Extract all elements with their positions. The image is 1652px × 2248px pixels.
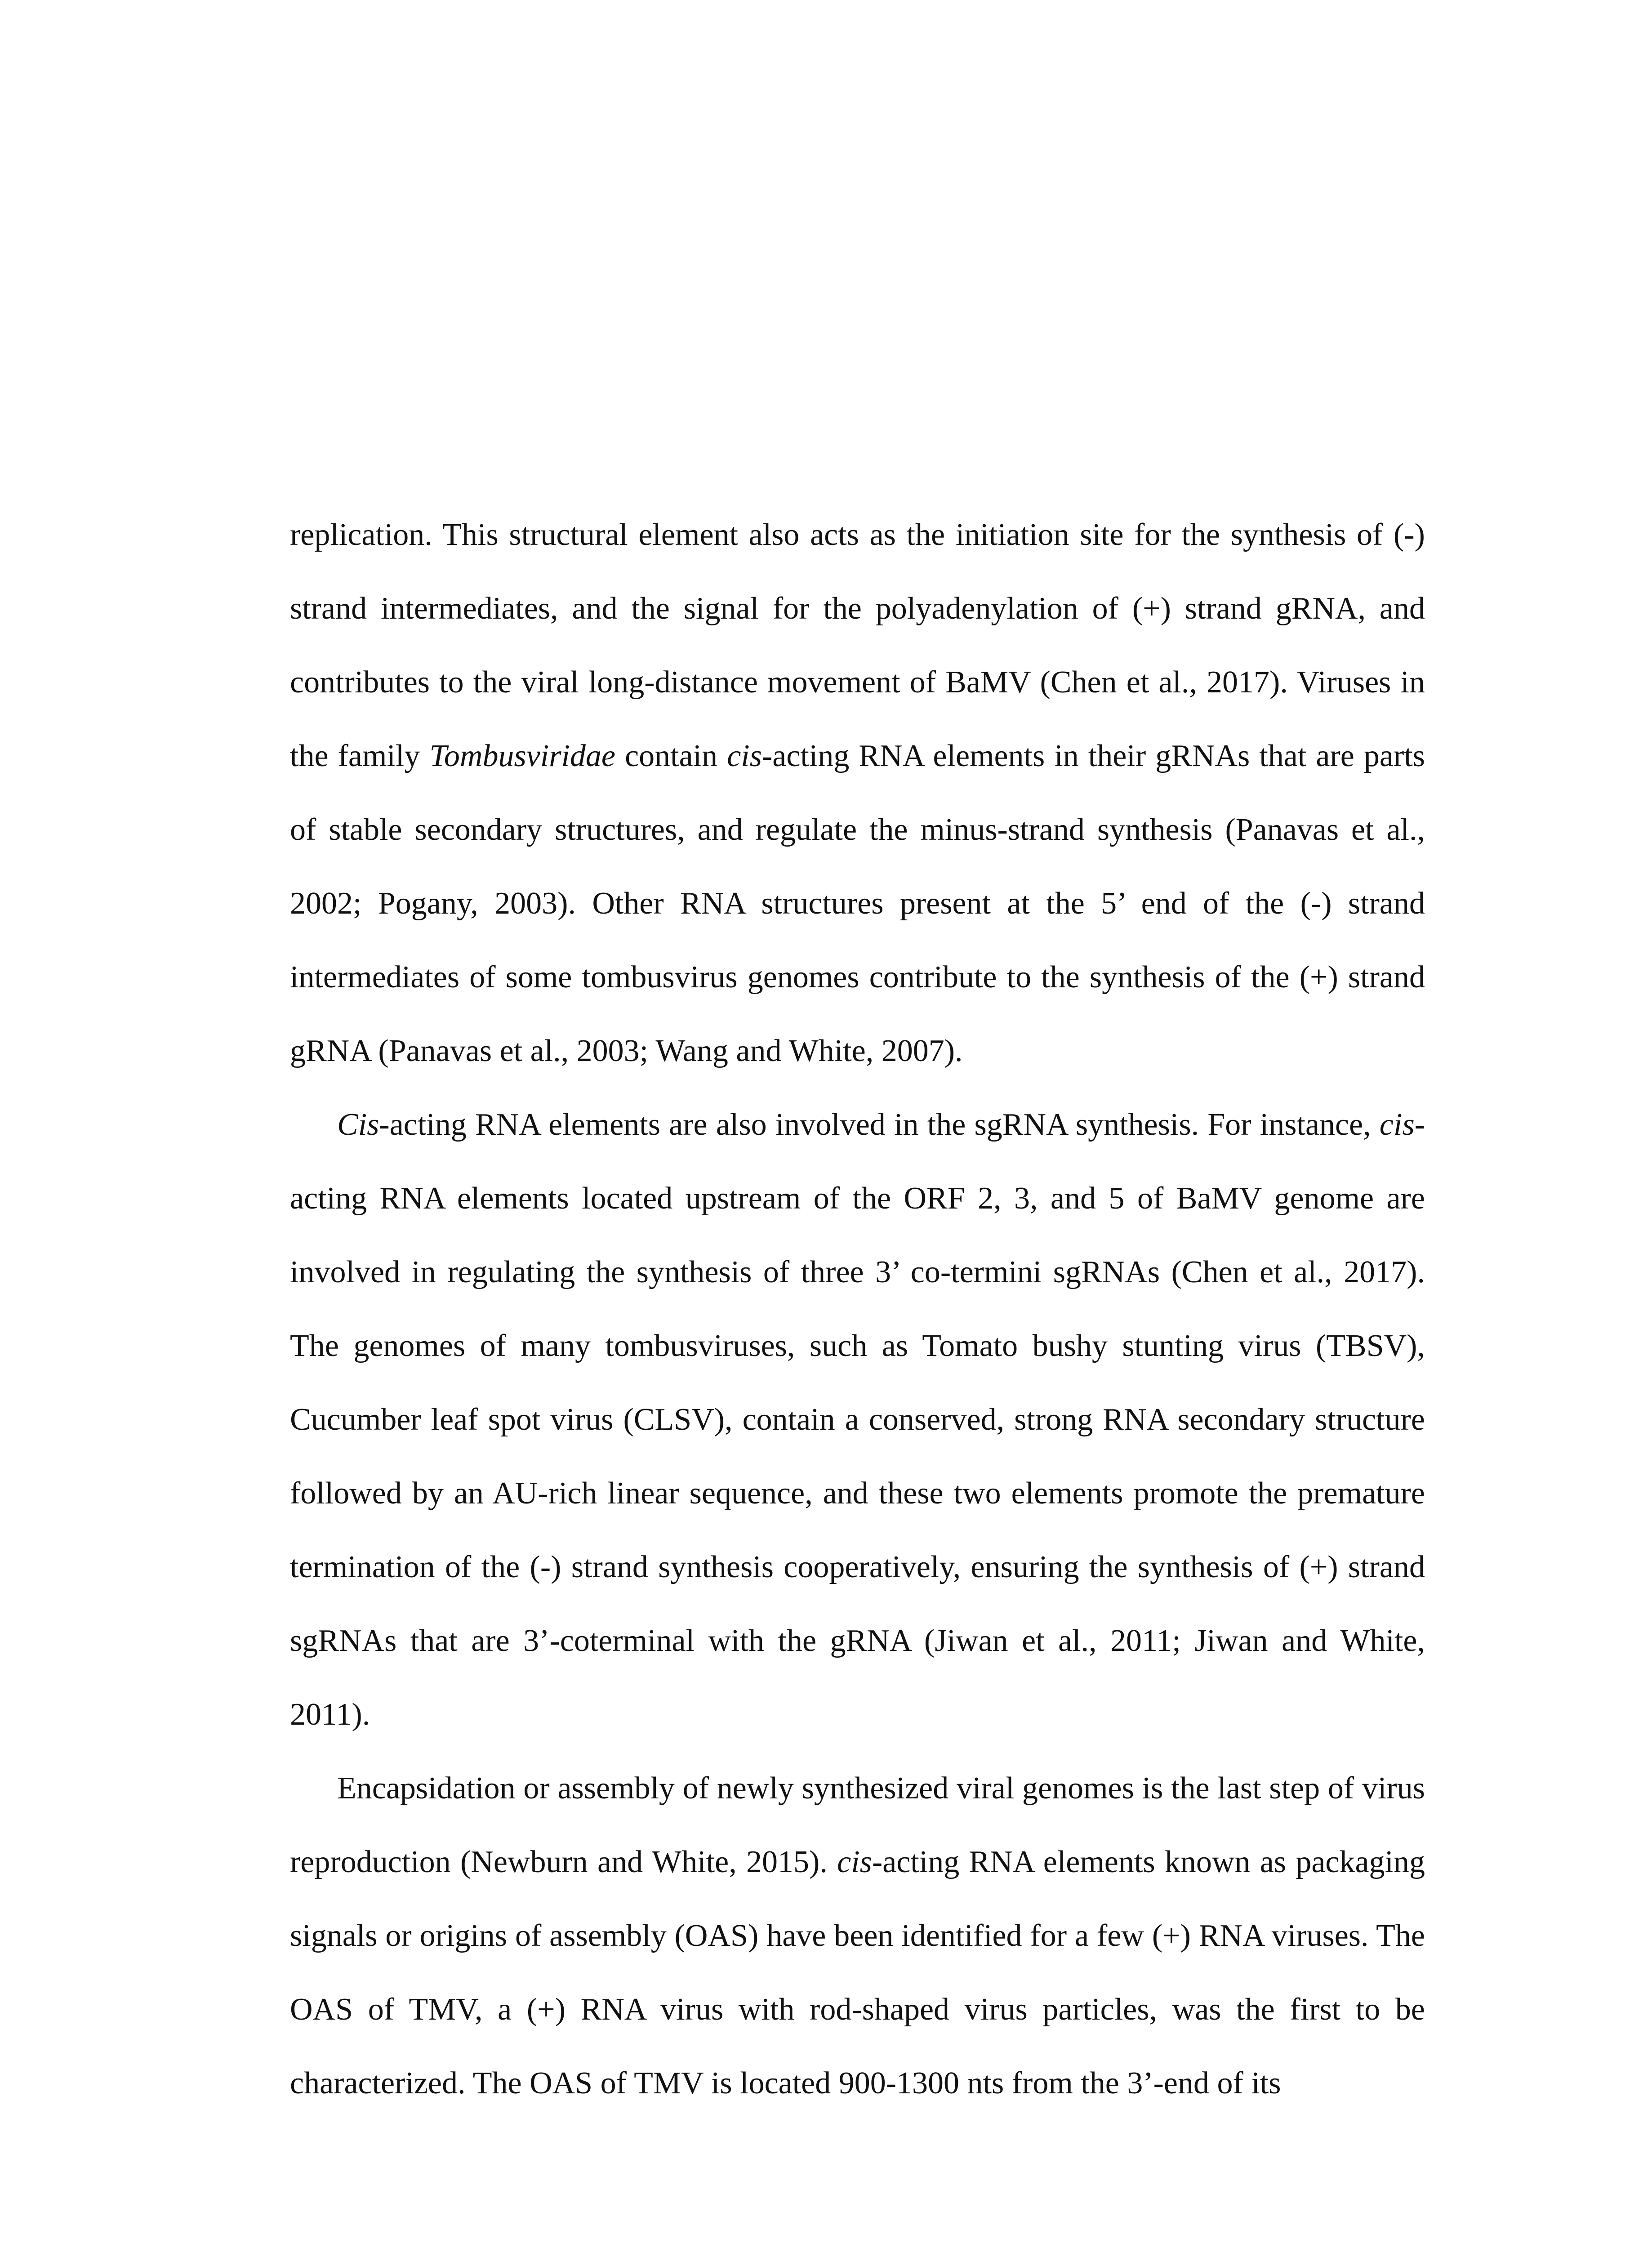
text-run: Encapsidation or assembly of newly synthesized viral genomes is the last step of virus reproduction (Newburn and White, 2015). (290, 1771, 1425, 1879)
paragraph-1 (290, 498, 1425, 1088)
text-run: -acting RNA elements in their gRNAs that are parts of stable secondary structures, and regulate the minus-strand synthesis (Panavas et al., 2002; Pogany, 2003). Other RNA structures present at the 5’ end of the (-) strand intermediates of some tombusvirus genomes contribute to the synthesis of the (+) strand gRNA (Panavas et al., 2003; Wang and White, 2007). (290, 739, 1425, 1068)
text-run: contain (615, 739, 727, 773)
text-run: -acting RNA elements known as packaging signals or origins of assembly (OAS) have been identified for a few (+) RNA viruses. The OAS of TMV, a (+) RNA virus with rod-shaped virus particles, was the first to be characterized. The OAS of TMV is located 900-1300 nts from the 3’-end of its (290, 1845, 1425, 2101)
italic-term-tombusviridae: Tombusviridae (429, 739, 615, 773)
paragraph-3 (290, 1752, 1425, 2120)
text-run: replication. This structural element also acts as the initiation site for the synthesis of (-) strand intermediates, and the signal for the polyadenylation of (+) strand gRNA, and contributes to the viral long-distance movement of BaMV (Chen et al., 2017). Viruses in the family (290, 517, 1425, 773)
italic-term-cis: Cis (337, 1107, 379, 1142)
text-run: -acting RNA elements located upstream of the ORF 2, 3, and 5 of BaMV genome are involved in regulating the synthesis of three 3’ co-termini sgRNAs (Chen et al., 2017). The genomes of many tombusviruses, such as Tomato bushy stunting virus (TBSV), Cucumber leaf spot virus (CLSV), contain a conserved, strong RNA secondary structure followed by an AU-rich linear sequence, and these two elements promote the premature termination of the (-) strand synthesis cooperatively, ensuring the synthesis of (+) strand sgRNAs that are 3’-coterminal with the gRNA (Jiwan et al., 2011; Jiwan and White, 2011). (290, 1107, 1425, 1732)
italic-term-cis: cis (837, 1845, 872, 1879)
text-run: -acting RNA elements are also involved in the sgRNA synthesis. For instance, (379, 1107, 1380, 1142)
italic-term-cis: cis (1379, 1107, 1415, 1142)
body-text (290, 498, 1425, 2120)
paragraph-2 (290, 1088, 1425, 1752)
italic-term-cis: cis (727, 739, 762, 773)
